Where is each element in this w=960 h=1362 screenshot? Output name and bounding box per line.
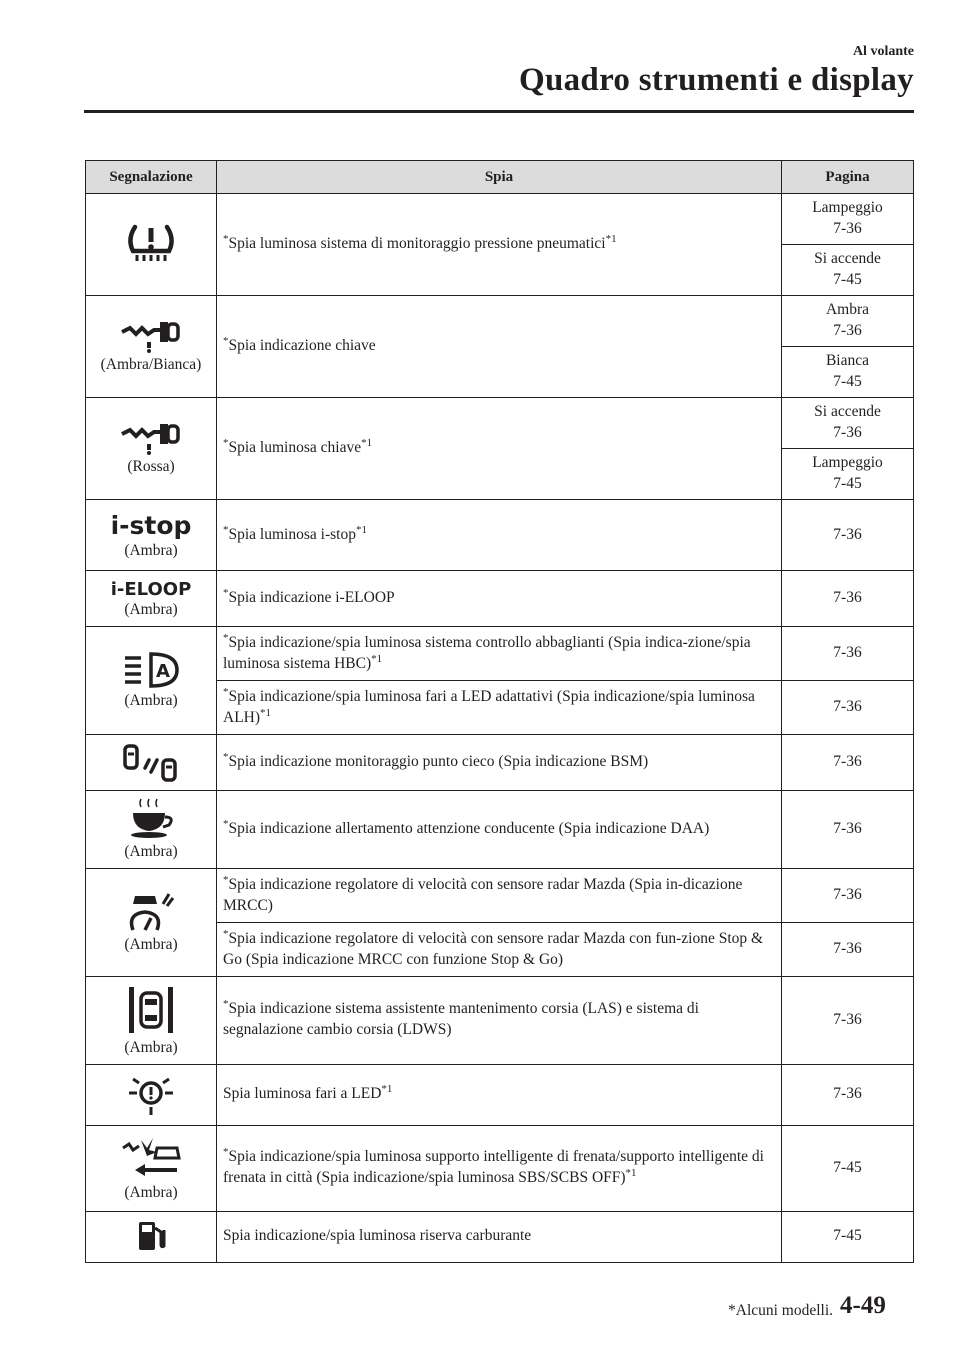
signal-cell (86, 1125, 217, 1211)
signal-label: (Ambra) (124, 843, 178, 861)
page-cell: Si accende 7-36 (782, 398, 914, 449)
col-header-spia: Spia (217, 161, 782, 194)
warning-lights-table (85, 160, 914, 1263)
spia-cell: Spia luminosa fari a LED$^{*1}$ (217, 1064, 782, 1125)
led-headlight-icon (123, 1071, 179, 1117)
svg-text:A: A (156, 661, 170, 683)
spia-cell: *Spia indicazione/spia luminosa sistema controllo abbaglianti (Spia indica-zione/spia luminosa sistema HBC)$^{*1}$ (217, 627, 782, 681)
radar-cruise-icon (123, 890, 179, 934)
spia-cell: *Spia luminosa chiave$^{*1}$ (217, 398, 782, 500)
page-cell: 7-36 (782, 923, 914, 977)
signal-cell (86, 194, 217, 296)
table-row (86, 1064, 914, 1125)
signal-label: (Ambra/Bianca) (100, 356, 202, 374)
spia-cell: *Spia indicazione regolatore di velocità con sensore radar Mazda con fun-zione Stop & Go (Spia indicazione MRCC con funzione Stop & Go) (217, 923, 782, 977)
page-cell: 7-45 (782, 1125, 914, 1211)
col-header-pagina: Pagina (782, 161, 914, 194)
page-cell: 7-36 (782, 869, 914, 923)
page-cell: 7-36 (782, 500, 914, 571)
signal-cell (86, 977, 217, 1065)
coffee-cup-icon (123, 797, 179, 841)
page-cell: Bianca 7-45 (782, 347, 914, 398)
i-eloop-icon (110, 577, 192, 601)
page-cell: 7-36 (782, 627, 914, 681)
spia-cell: *Spia indicazione regolatore di velocità con sensore radar Mazda (Spia in-dicazione MRCC) (217, 869, 782, 923)
signal-label: (Ambra) (124, 936, 178, 954)
signal-label: (Ambra) (124, 1039, 178, 1056)
table-header-row (86, 161, 914, 194)
page-cell: 7-36 (782, 571, 914, 627)
signal-cell (86, 627, 217, 735)
svg-text:i-stop: i-stop (110, 510, 192, 540)
spia-cell: *Spia indicazione/spia luminosa supporto intelligente di frenata/supporto intelligente di frenata in città (Spia indicazione/spia luminosa SBS/SCBS OFF)$^{*1}$ (217, 1125, 782, 1211)
signal-cell (86, 500, 217, 571)
tire-pressure-icon (123, 221, 179, 267)
signal-label: (Ambra) (124, 1183, 178, 1201)
table-row (86, 194, 914, 245)
table-row (86, 869, 914, 923)
signal-cell (86, 1064, 217, 1125)
table-row (86, 627, 914, 681)
signal-cell (86, 296, 217, 398)
page-cell: Lampeggio 7-45 (782, 449, 914, 500)
section-label: Al volante (852, 44, 914, 59)
high-beam-control-icon (121, 650, 181, 690)
page-cell: Si accende 7-45 (782, 245, 914, 296)
table-row (86, 571, 914, 627)
page-cell: 7-36 (782, 791, 914, 869)
page-cell: 7-36 (782, 735, 914, 791)
table-row (86, 296, 914, 347)
smart-brake-icon (119, 1134, 183, 1182)
spia-cell: *Spia luminosa sistema di monitoraggio pressione pneumatici$^{*1}$ (217, 194, 782, 296)
header-rule (84, 110, 914, 113)
table-row (86, 977, 914, 1065)
spia-cell: Spia indicazione/spia luminosa riserva carburante (217, 1211, 782, 1262)
page-cell: 7-36 (782, 977, 914, 1065)
table-row (86, 1211, 914, 1262)
signal-cell (86, 571, 217, 627)
table-row (86, 791, 914, 869)
signal-label: (Ambra) (124, 692, 178, 710)
page-cell: Ambra 7-36 (782, 296, 914, 347)
spia-cell: *Spia indicazione chiave (217, 296, 782, 398)
table-row (86, 500, 914, 571)
fuel-pump-icon (131, 1218, 171, 1254)
page-cell: 7-45 (782, 1211, 914, 1262)
table-row (86, 398, 914, 449)
signal-label: (Ambra) (124, 601, 178, 619)
signal-cell (86, 791, 217, 869)
i-stop-icon (110, 510, 192, 540)
page-title: Quadro strumenti e display (519, 62, 914, 98)
table-row (86, 1125, 914, 1211)
page-cell: Lampeggio 7-36 (782, 194, 914, 245)
spia-cell: *Spia indicazione monitoraggio punto cieco (Spia indicazione BSM) (217, 735, 782, 791)
signal-cell (86, 1211, 217, 1262)
page-cell: 7-36 (782, 681, 914, 735)
spia-cell: *Spia luminosa i-stop$^{*1}$ (217, 500, 782, 571)
key-icon (120, 318, 182, 354)
spia-cell: *Spia indicazione i-ELOOP (217, 571, 782, 627)
signal-label: (Rossa) (127, 458, 175, 476)
blind-spot-icon (119, 742, 183, 782)
spia-cell: *Spia indicazione allertamento attenzione conducente (Spia indicazione DAA) (217, 791, 782, 869)
key-icon (120, 420, 182, 456)
spia-cell: *Spia indicazione/spia luminosa fari a LED adattativi (Spia indicazione/spia luminosa ALH)$^{*1}$ (217, 681, 782, 735)
col-header-segnalazione: Segnalazione (86, 161, 217, 194)
signal-cell (86, 869, 217, 977)
table-row (86, 735, 914, 791)
signal-label: (Ambra) (124, 541, 178, 559)
spia-cell: *Spia indicazione sistema assistente mantenimento corsia (LAS) e sistema di segnalazione cambio corsia (LDWS) (217, 977, 782, 1065)
footnote: *Alcuni modelli. (728, 1302, 834, 1319)
page-cell: 7-36 (782, 1064, 914, 1125)
lane-keep-icon (123, 983, 179, 1037)
signal-cell (86, 735, 217, 791)
signal-cell (86, 398, 217, 500)
svg-text:i-ELOOP: i-ELOOP (110, 579, 192, 601)
page-number: 4-49 (840, 1292, 886, 1319)
